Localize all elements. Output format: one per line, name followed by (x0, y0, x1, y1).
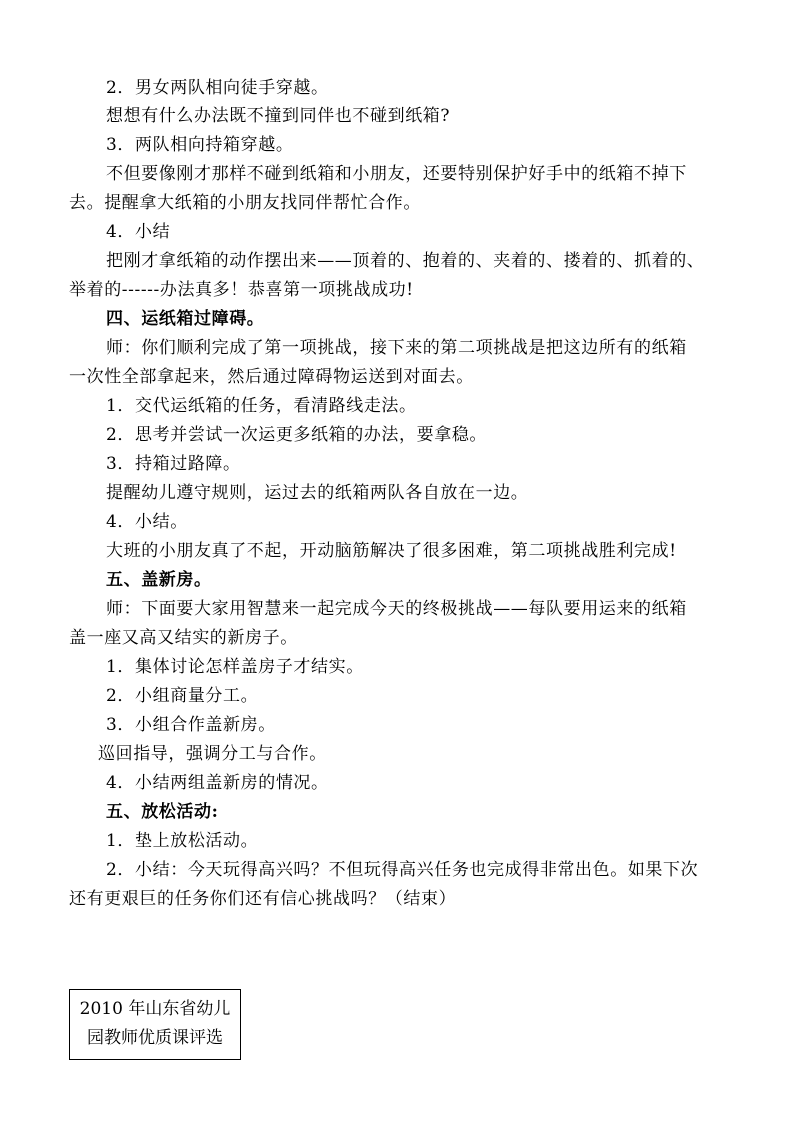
paragraph-line: 1．集体讨论怎样盖房子才结实。 (106, 657, 364, 677)
footer-box-line: 园教师优质课评选 (87, 1028, 223, 1048)
paragraph-line: 不但要像刚才那样不碰到纸箱和小朋友，还要特别保护好手中的纸箱不掉下 (106, 164, 687, 184)
paragraph-line: 2．小组商量分工。 (106, 686, 259, 706)
paragraph-line: 3．小组合作盖新房。 (106, 715, 276, 735)
section-heading: 四、运纸箱过障碍。 (106, 309, 265, 329)
paragraph-line: 1．交代运纸箱的任务，看清路线走法。 (106, 396, 417, 416)
paragraph-line: 盖一座又高又结实的新房子。 (69, 628, 298, 648)
paragraph-line: 3．持箱过路障。 (106, 454, 241, 474)
paragraph-line: 3．两队相向持箱穿越。 (106, 135, 294, 155)
paragraph-line: 想想有什么办法既不撞到同伴也不碰到纸箱? (106, 106, 451, 126)
footer-box (69, 989, 241, 1060)
paragraph-line: 提醒幼儿遵守规则，运过去的纸箱两队各自放在一边。 (106, 483, 529, 503)
paragraph-line: 一次性全部拿起来，然后通过障碍物运送到对面去。 (69, 367, 474, 387)
paragraph-line: 去。提醒拿大纸箱的小朋友找同伴帮忙合作。 (69, 193, 421, 213)
paragraph-line: 4．小结。 (106, 512, 188, 532)
paragraph-line: 2．男女两队相向徒手穿越。 (106, 78, 329, 98)
paragraph-line: 把刚才拿纸箱的动作摆出来——顶着的、抱着的、夹着的、搂着的、抓着的、 (106, 251, 705, 271)
footer-box-line: 2010 年山东省幼儿 (79, 999, 231, 1019)
paragraph-line: 巡回指导，强调分工与合作。 (98, 744, 327, 764)
paragraph-line: 4．小结两组盖新房的情况。 (106, 773, 329, 793)
paragraph-line: 2．思考并尝试一次运更多纸箱的办法，要拿稳。 (106, 425, 488, 445)
paragraph-line: 2．小结：今天玩得高兴吗？不但玩得高兴任务也完成得非常出色。如果下次 (106, 860, 699, 880)
paragraph-line: 4．小结 (106, 222, 171, 242)
paragraph-line: 1．垫上放松活动。 (106, 831, 259, 851)
paragraph-line: 举着的------办法真多！恭喜第一项挑战成功! (69, 280, 414, 300)
paragraph-line: 师：你们顺利完成了第一项挑战，接下来的第二项挑战是把这边所有的纸箱 (106, 338, 687, 358)
paragraph-line: 还有更艰巨的任务你们还有信心挑战吗？（结束） (69, 889, 457, 909)
paragraph-line: 大班的小朋友真了不起，开动脑筋解决了很多困难，第二项挑战胜利完成! (106, 541, 677, 561)
section-heading: 五、放松活动: (106, 802, 219, 822)
section-heading: 五、盖新房。 (106, 570, 212, 590)
paragraph-line: 师：下面要大家用智慧来一起完成今天的终极挑战——每队要用运来的纸箱 (106, 599, 687, 619)
